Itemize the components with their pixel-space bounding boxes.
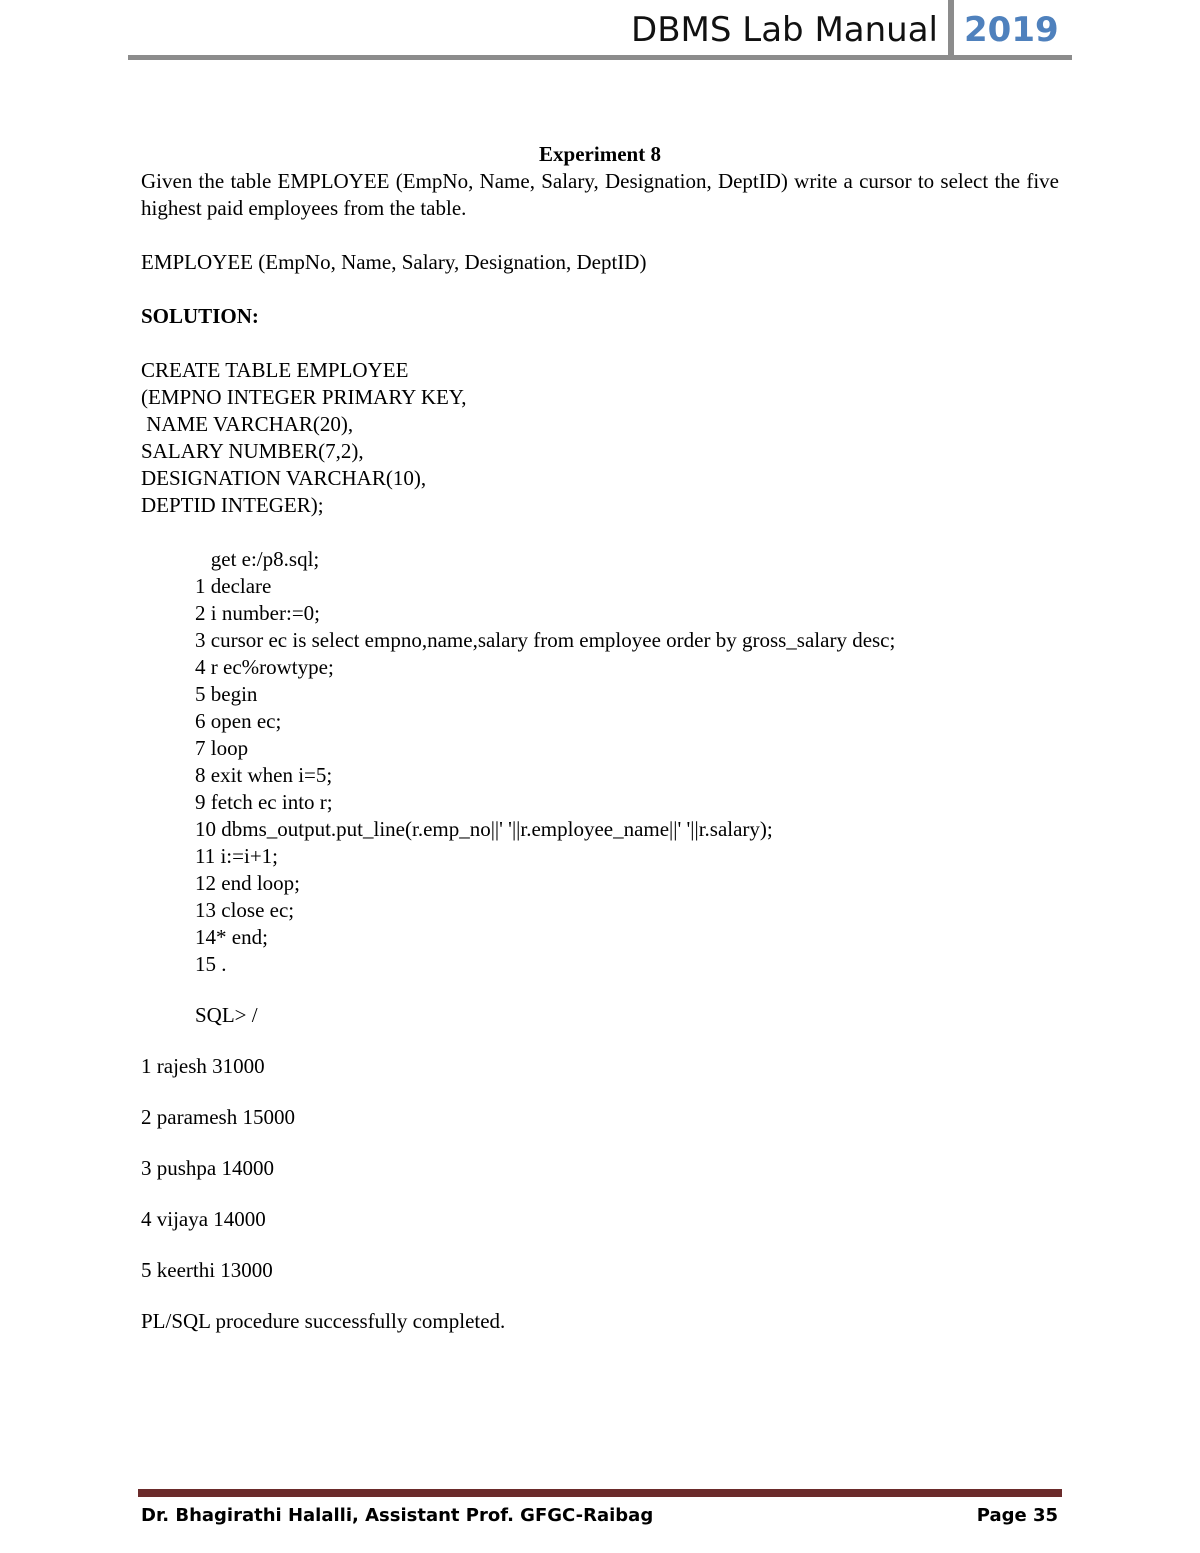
code-line: 3 cursor ec is select empno,name,salary from employee order by gross_salary desc; xyxy=(195,628,896,652)
code-line: 8 exit when i=5; xyxy=(195,763,333,787)
code-line: 14* end; xyxy=(195,925,268,949)
output-line: 4 vijaya 14000 xyxy=(141,1207,266,1231)
header-rule xyxy=(128,55,1072,60)
code-line: 4 r ec%rowtype; xyxy=(195,655,334,679)
code-line: 7 loop xyxy=(195,736,249,760)
sql-prompt-block xyxy=(141,1002,1059,1029)
code-line: 12 end loop; xyxy=(195,871,300,895)
code-line: 6 open ec; xyxy=(195,709,282,733)
create-line: DESIGNATION VARCHAR(10), xyxy=(141,466,427,490)
schema-line: EMPLOYEE (EmpNo, Name, Salary, Designation, DeptID) xyxy=(141,250,647,274)
create-line: CREATE TABLE EMPLOYEE xyxy=(141,358,409,382)
header-title: DBMS Lab Manual xyxy=(631,10,938,50)
code-line: 5 begin xyxy=(195,682,258,706)
output-line: 2 paramesh 15000 xyxy=(141,1105,295,1129)
header-year: 2019 xyxy=(964,10,1059,50)
output-line: 5 keerthi 13000 xyxy=(141,1258,273,1282)
document-body xyxy=(141,141,1059,1359)
cursor-code-block xyxy=(141,546,1059,978)
output-line: 1 rajesh 31000 xyxy=(141,1054,265,1078)
completion-message: PL/SQL procedure successfully completed. xyxy=(141,1309,506,1333)
code-line: 13 close ec; xyxy=(195,898,295,922)
header-separator xyxy=(948,0,954,58)
sql-prompt: SQL> / xyxy=(195,1003,258,1027)
footer-rule xyxy=(138,1489,1062,1497)
create-line: DEPTID INTEGER); xyxy=(141,493,324,517)
footer-page-number: Page 35 xyxy=(976,1505,1058,1526)
experiment-title: Experiment 8 xyxy=(539,142,661,166)
code-line: 10 dbms_output.put_line(r.emp_no||' '||r.employee_name||' '||r.salary); xyxy=(195,817,773,841)
question-text: Given the table EMPLOYEE (EmpNo, Name, Salary, Designation, DeptID) write a cursor to select the five highest paid employees from the table. xyxy=(141,169,1059,220)
output-block xyxy=(141,1053,1059,1335)
code-line: get e:/p8.sql; xyxy=(195,547,320,571)
create-line: (EMPNO INTEGER PRIMARY KEY, xyxy=(141,385,467,409)
code-line: 9 fetch ec into r; xyxy=(195,790,333,814)
code-line: 2 i number:=0; xyxy=(195,601,320,625)
footer-author: Dr. Bhagirathi Halalli, Assistant Prof. GFGC-Raibag xyxy=(141,1505,654,1526)
create-line: NAME VARCHAR(20), xyxy=(141,412,354,436)
create-line: SALARY NUMBER(7,2), xyxy=(141,439,364,463)
code-line: 1 declare xyxy=(195,574,272,598)
create-table-block xyxy=(141,357,1059,519)
code-line: 11 i:=i+1; xyxy=(195,844,278,868)
output-line: 3 pushpa 14000 xyxy=(141,1156,274,1180)
solution-label: SOLUTION: xyxy=(141,304,259,328)
code-line: 15 . xyxy=(195,952,227,976)
